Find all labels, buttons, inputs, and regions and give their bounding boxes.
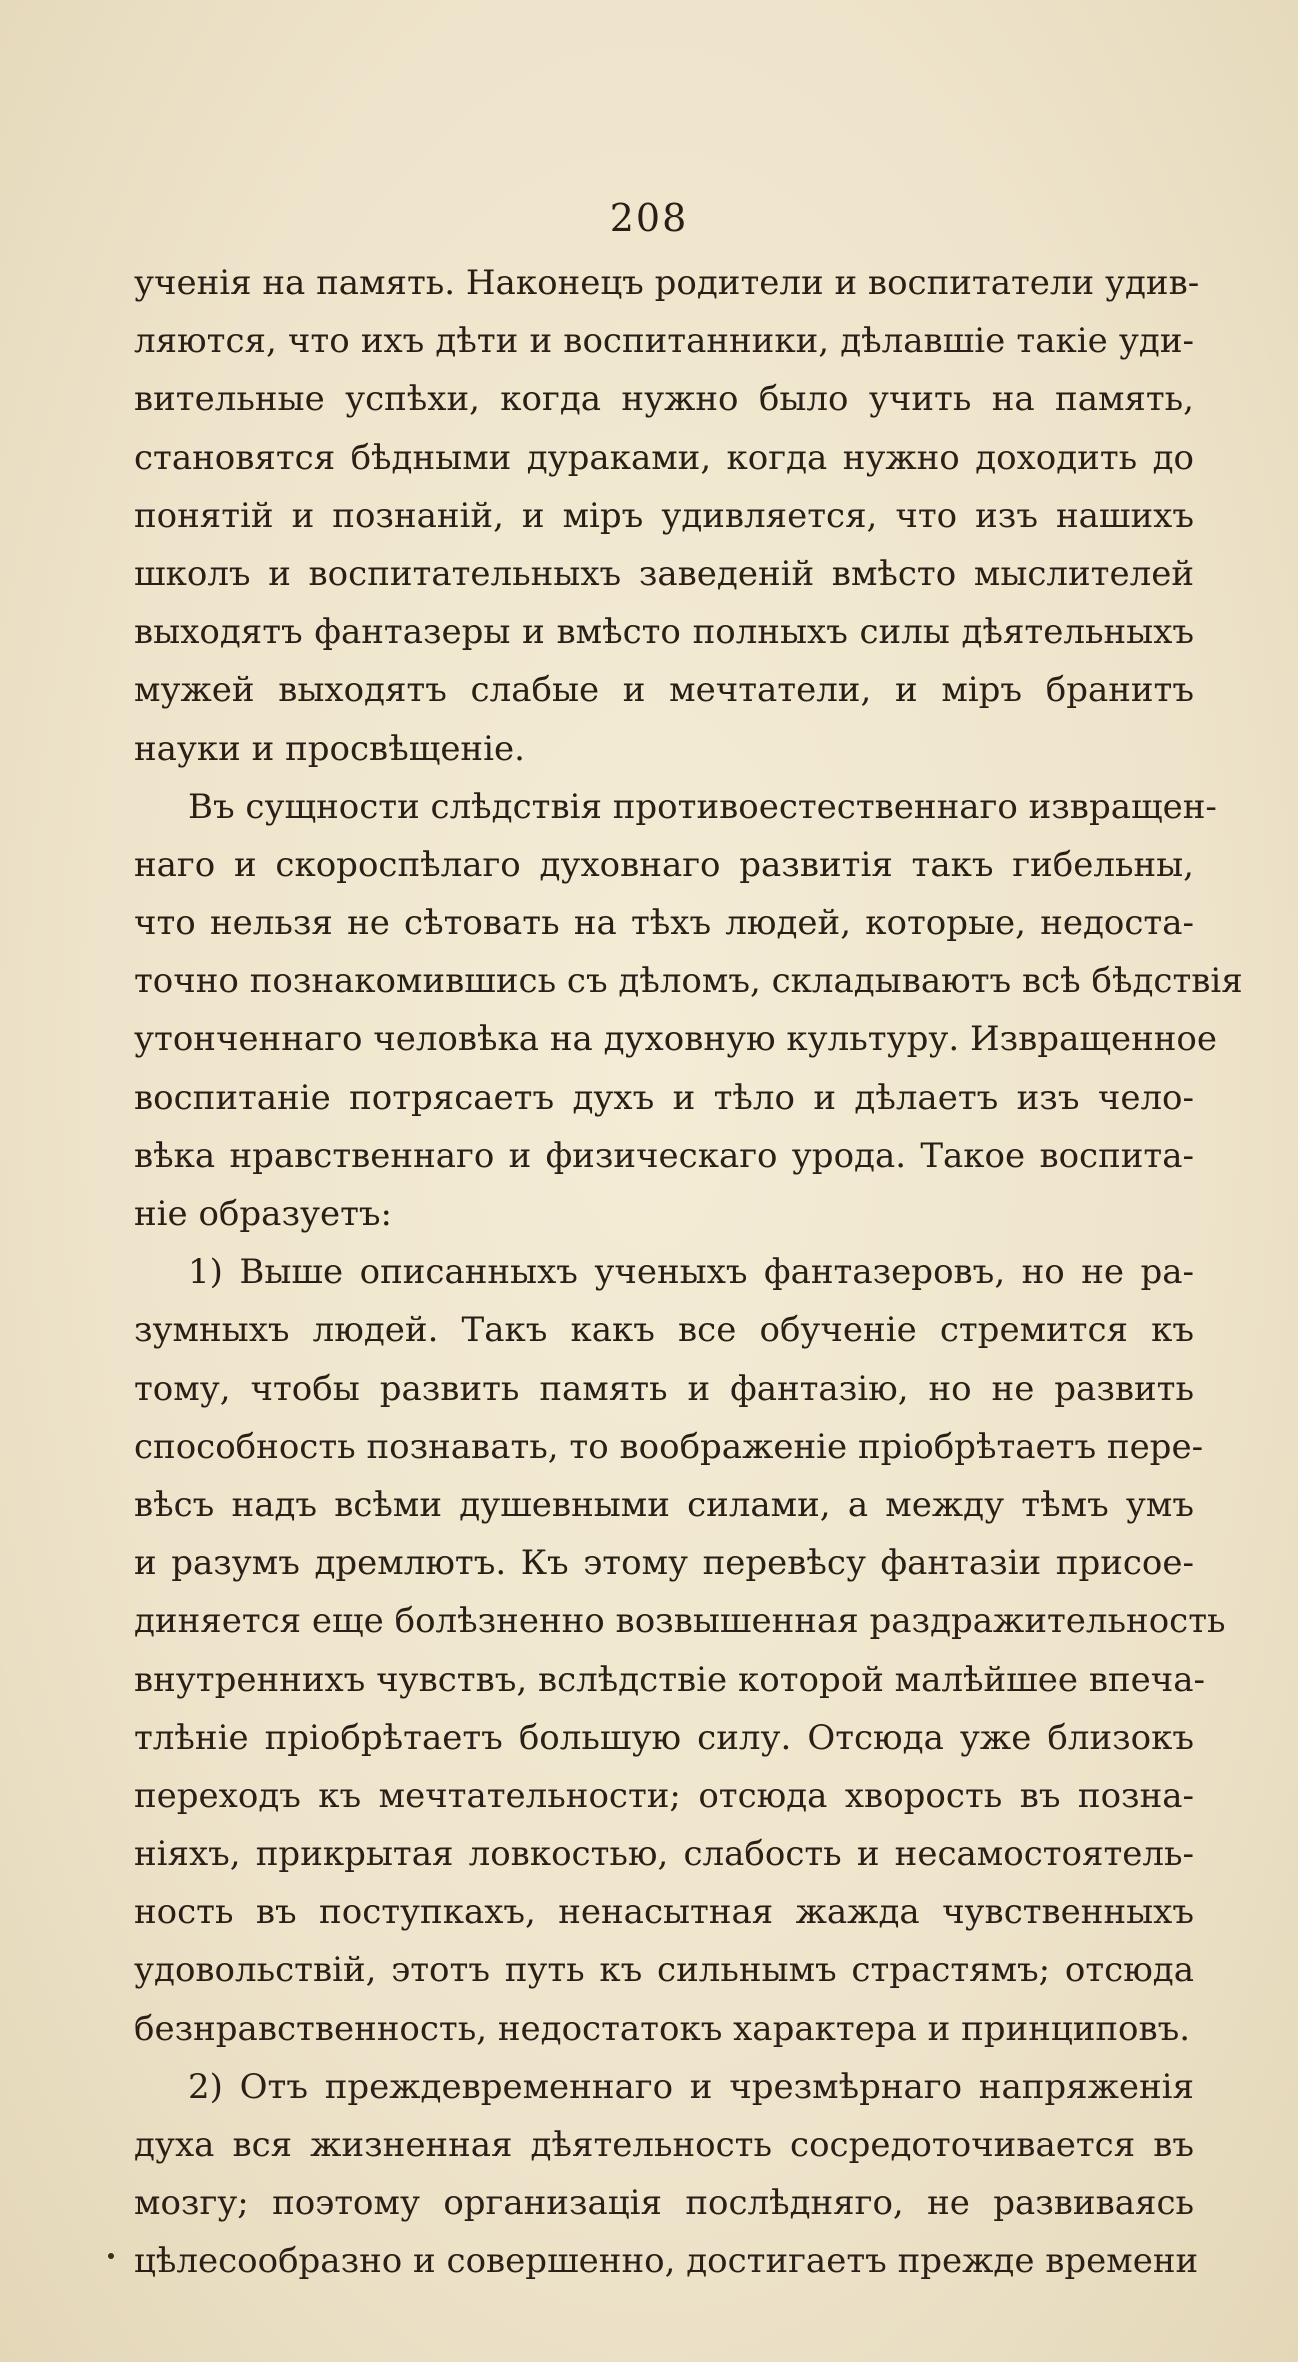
text-line: вѣка нравственнаго и физическаго урода. Такое воспита-: [134, 1135, 1194, 1176]
text-line: понятій и познаній, и міръ удивляется, что изъ нашихъ: [134, 495, 1194, 536]
text-line: тому, чтобы развить память и фантазію, но не развить: [134, 1368, 1194, 1409]
ink-speck: [108, 2253, 114, 2259]
text-line: мужей выходятъ слабые и мечтатели, и міръ бранитъ: [134, 670, 1194, 711]
text-line: наго и скороспѣлаго духовнаго развитія такъ гибельны,: [134, 844, 1194, 885]
text-line: и разумъ дремлютъ. Къ этому перевѣсу фантазіи присое-: [134, 1543, 1194, 1584]
text-line: духа вся жизненная дѣятельность сосредоточивается въ: [134, 2125, 1194, 2165]
text-line: ность въ поступкахъ, ненасытная жажда чувственныхъ: [134, 1892, 1194, 1933]
text-line: ляются, что ихъ дѣти и воспитанники, дѣлавшіе такіе уди-: [134, 321, 1194, 362]
text-line: удовольствій, этотъ путь къ сильнымъ страстямъ; отсюда: [134, 1950, 1194, 1991]
text-line: 1) Выше описанныхъ ученыхъ фантазеровъ, но не ра-: [188, 1252, 1194, 1293]
page-number: 208: [609, 196, 689, 240]
text-line: становятся бѣдными дураками, когда нужно доходить до: [134, 437, 1194, 478]
body-text: [134, 254, 1243, 2291]
text-line: вительные успѣхи, когда нужно было учить на память,: [134, 379, 1194, 420]
text-line: точно познакомившись съ дѣломъ, складываютъ всѣ бѣдствія: [134, 961, 1243, 1002]
text-line: выходятъ фантазеры и вмѣсто полныхъ силы дѣятельныхъ: [134, 612, 1194, 653]
text-line: мозгу; поэтому организація послѣдняго, не развиваясь: [134, 2183, 1194, 2224]
text-line: школъ и воспитательныхъ заведеній вмѣсто мыслителей: [134, 553, 1194, 594]
text-line: ніе образуетъ:: [134, 1194, 393, 1234]
text-line: науки и просвѣщеніе.: [134, 728, 525, 769]
text-line: 2) Отъ преждевременнаго и чрезмѣрнаго напряженія: [188, 2066, 1194, 2107]
text-line: ніяхъ, прикрытая ловкостью, слабость и несамостоятель-: [134, 1834, 1194, 1875]
text-line: внутреннихъ чувствъ, вслѣдствіе которой малѣйшее впеча-: [134, 1659, 1205, 1700]
text-line: переходъ къ мечтательности; отсюда хворость въ позна-: [134, 1775, 1194, 1816]
text-line: тлѣніе пріобрѣтаетъ большую силу. Отсюда уже близокъ: [134, 1717, 1194, 1758]
text-line: ученія на память. Наконецъ родители и воспитатели удив-: [134, 263, 1200, 303]
text-line: что нельзя не сѣтовать на тѣхъ людей, которые, недоста-: [134, 903, 1194, 944]
text-line: способность познавать, то воображеніе пріобрѣтаетъ пере-: [134, 1426, 1204, 1467]
text-line: диняется еще болѣзненно возвышенная раздражительность: [134, 1601, 1226, 1642]
text-line: утонченнаго человѣка на духовную культуру. Извращенное: [134, 1019, 1217, 1060]
text-line: цѣлесообразно и совершенно, достигаетъ прежде времени: [134, 2241, 1199, 2282]
text-line: вѣсъ надъ всѣми душевными силами, а между тѣмъ умъ: [134, 1484, 1194, 1525]
text-line: безнравственность, недостатокъ характера и принциповъ.: [134, 2008, 1191, 2049]
text-line: зумныхъ людей. Такъ какъ все обученіе стремится къ: [134, 1310, 1194, 1351]
text-line: Въ сущности слѣдствія противоестественнаго извращен-: [188, 786, 1217, 827]
text-line: воспитаніе потрясаетъ духъ и тѣло и дѣлаетъ изъ чело-: [134, 1077, 1194, 1118]
